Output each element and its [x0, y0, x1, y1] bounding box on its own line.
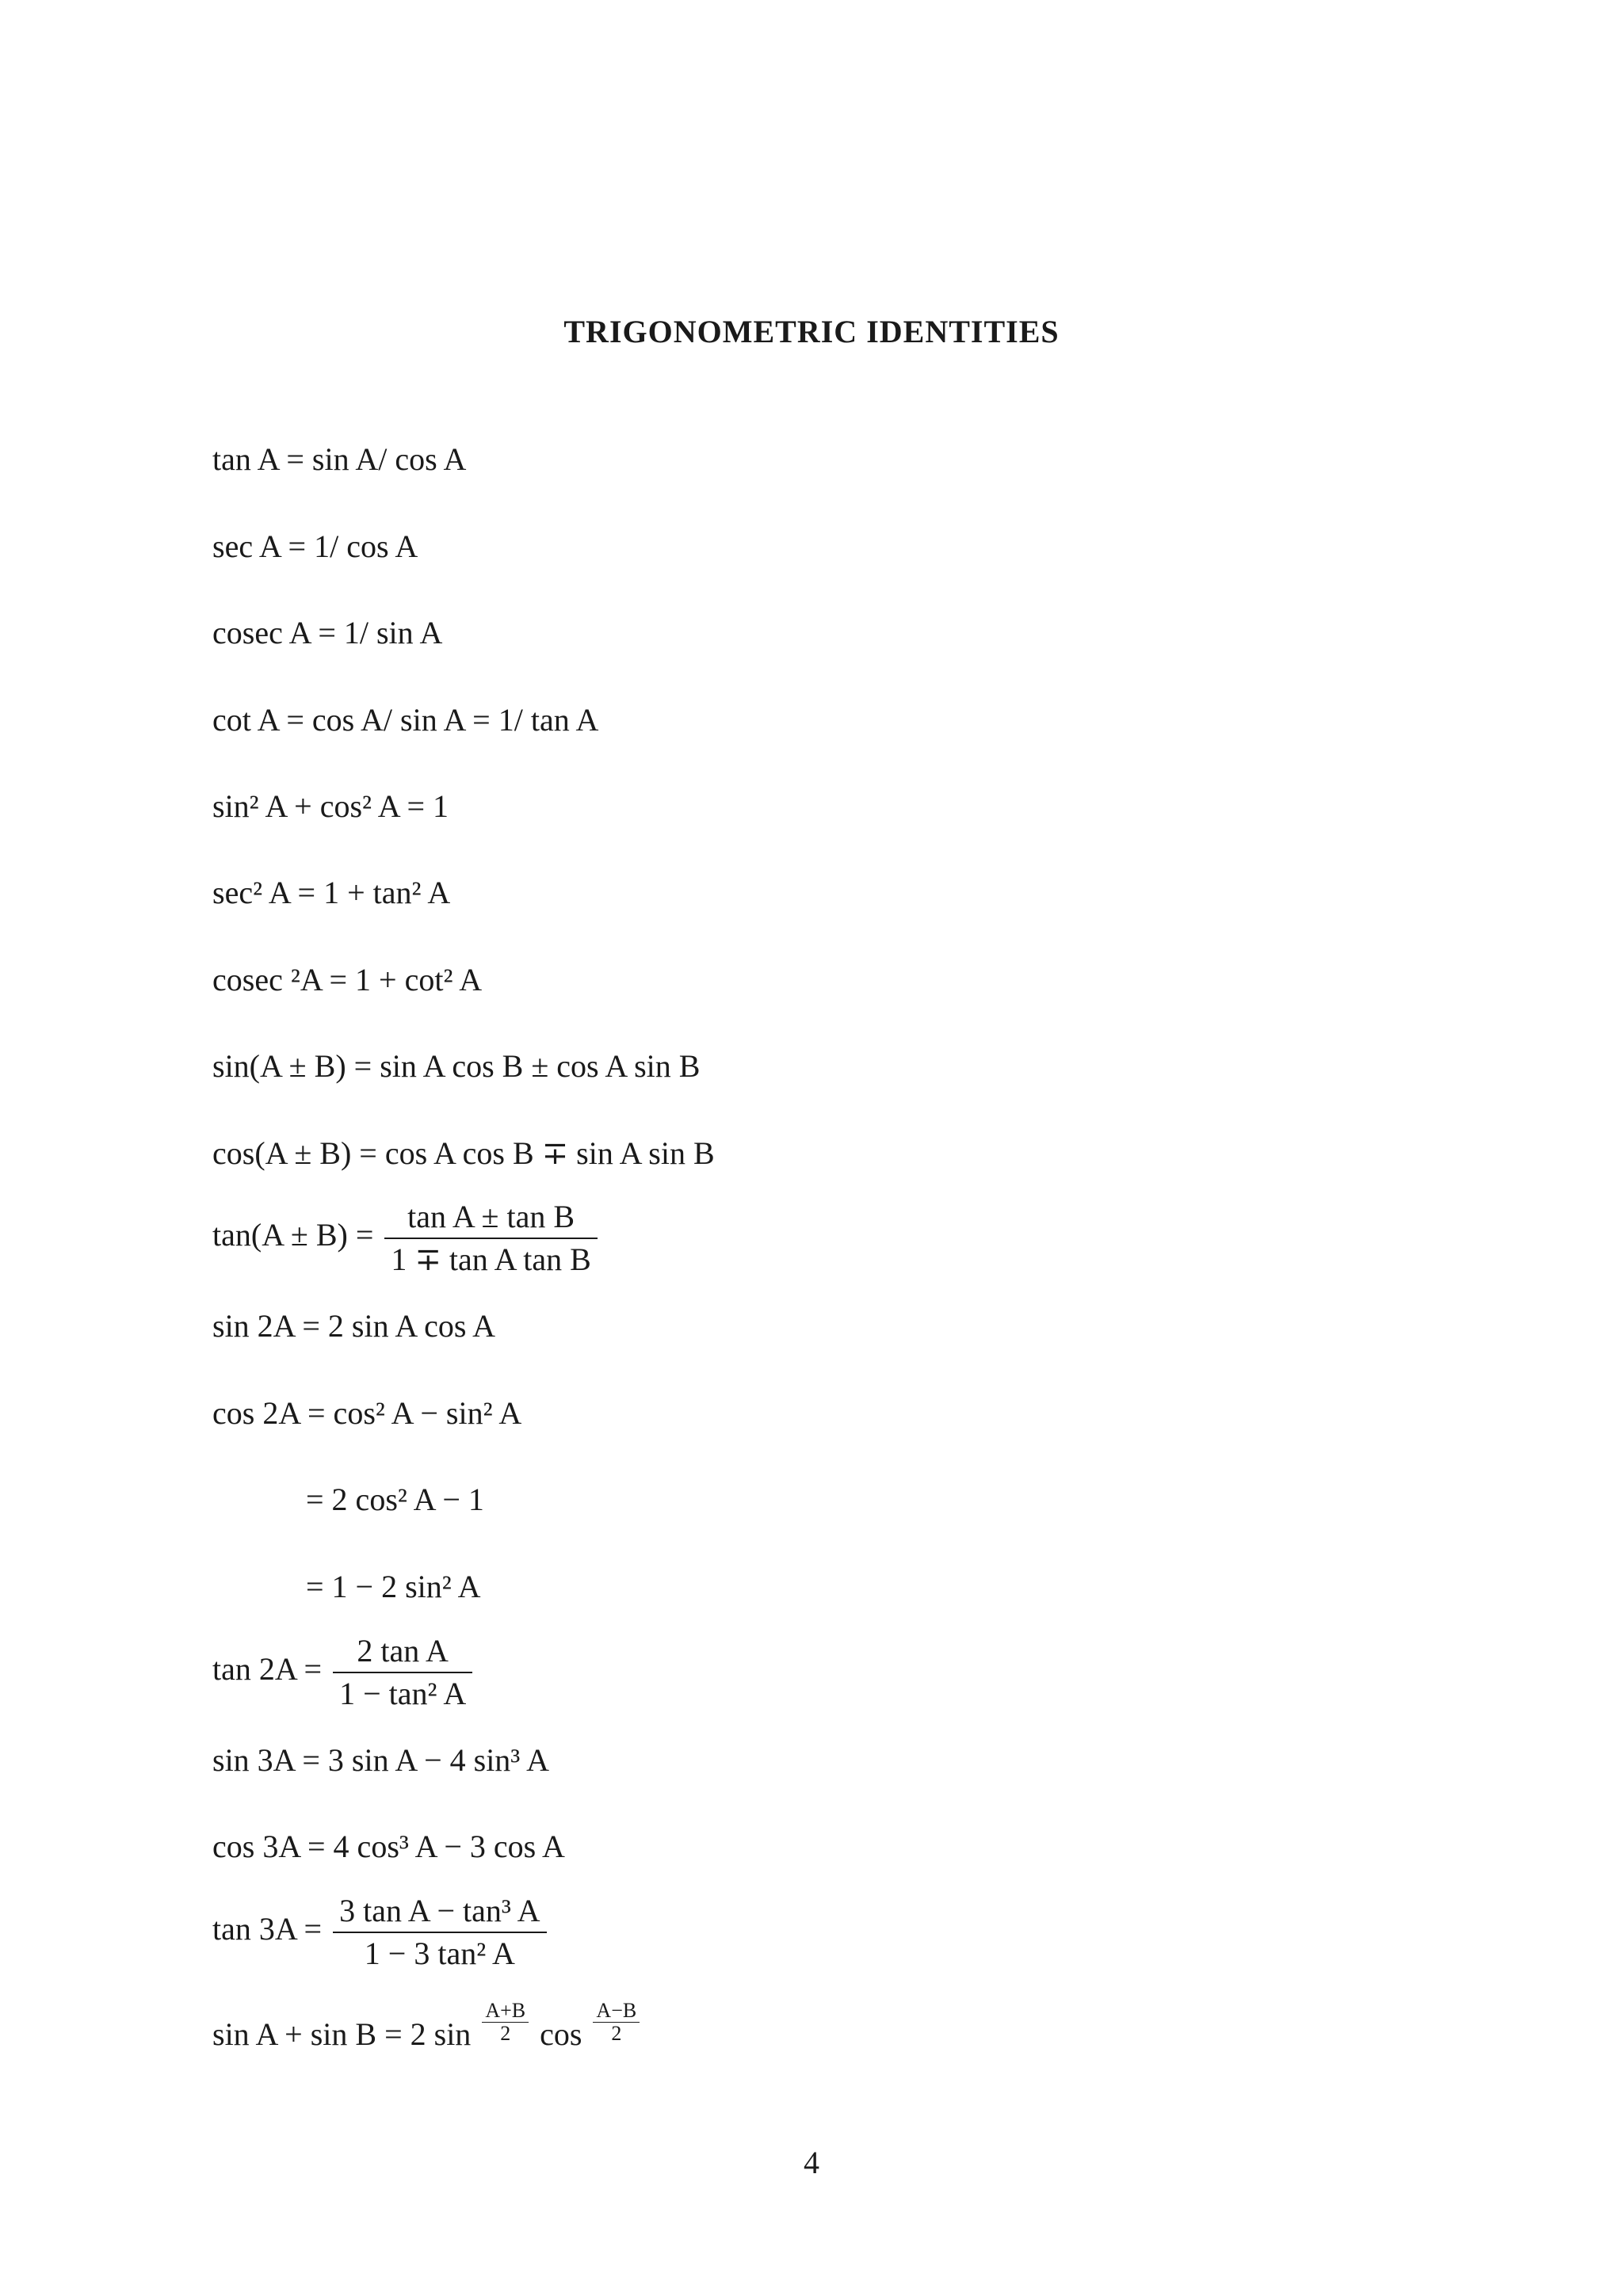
fraction: $\frac{\text{3 tan A − tan³ A}}{\text{1 − 3 tan² A}}$ — [333, 1890, 546, 1974]
identity-sin-sum-to-product: sin A + sin B = 2 sin $\frac{A+B}{2}$ cos $\frac{A-B}{2}$ — [212, 2000, 643, 2053]
identity-tan-definition: tan A = sin A/ cos A — [212, 441, 467, 477]
fraction: $\frac{A+B}{2}$ — [482, 2000, 529, 2045]
identity-sec-squared: sec² A = 1 + tan² A — [212, 875, 451, 910]
identity-tan-triple: tan 3A = $\frac{\text{3 tan A − tan³ A}}{\text{1 − 3 tan² A}}$ — [212, 1890, 550, 1974]
identity-sin-triple: sin 3A = 3 sin A − 4 sin³ A — [212, 1742, 549, 1778]
identity-sin-double: sin 2A = 2 sin A cos A — [212, 1308, 496, 1344]
identity-cosec-definition: cosec A = 1/ sin A — [212, 615, 443, 650]
fraction: $\frac{\text{tan A ± tan B}}{\text{1 ∓ tan A tan B}}$ — [384, 1196, 597, 1280]
identity-tan-double: tan 2A = $\frac{\text{2 tan A}}{\text{1 − tan² A}}$ — [212, 1630, 475, 1714]
identity-cos-triple: cos 3A = 4 cos³ A − 3 cos A — [212, 1829, 565, 1864]
page-number: 4 — [804, 2145, 819, 2180]
identity-cos-double-alt1: = 2 cos² A − 1 — [306, 1482, 484, 1517]
fraction: $\frac{\text{2 tan A}}{\text{1 − tan² A}}$ — [333, 1630, 472, 1714]
identity-cosec-squared: cosec ²A = 1 + cot² A — [212, 962, 483, 997]
identity-tan-sum: tan(A ± B) = $\frac{\text{tan A ± tan B}}{\text{1 ∓ tan A tan B}}$ — [212, 1196, 601, 1280]
page-title: TRIGONOMETRIC IDENTITIES — [563, 314, 1060, 349]
fraction: $\frac{A-B}{2}$ — [593, 2000, 640, 2045]
identity-cos-double-alt2: = 1 − 2 sin² A — [306, 1569, 481, 1604]
identity-cos-sum: cos(A ± B) = cos A cos B ∓ sin A sin B — [212, 1135, 715, 1171]
identity-sec-definition: sec A = 1/ cos A — [212, 528, 418, 564]
identity-sin-sum: sin(A ± B) = sin A cos B ± cos A sin B — [212, 1048, 701, 1084]
identity-cos-double: cos 2A = cos² A − sin² A — [212, 1395, 522, 1431]
identity-pythagorean: sin² A + cos² A = 1 — [212, 788, 449, 824]
identity-cot-definition: cot A = cos A/ sin A = 1/ tan A — [212, 702, 599, 738]
